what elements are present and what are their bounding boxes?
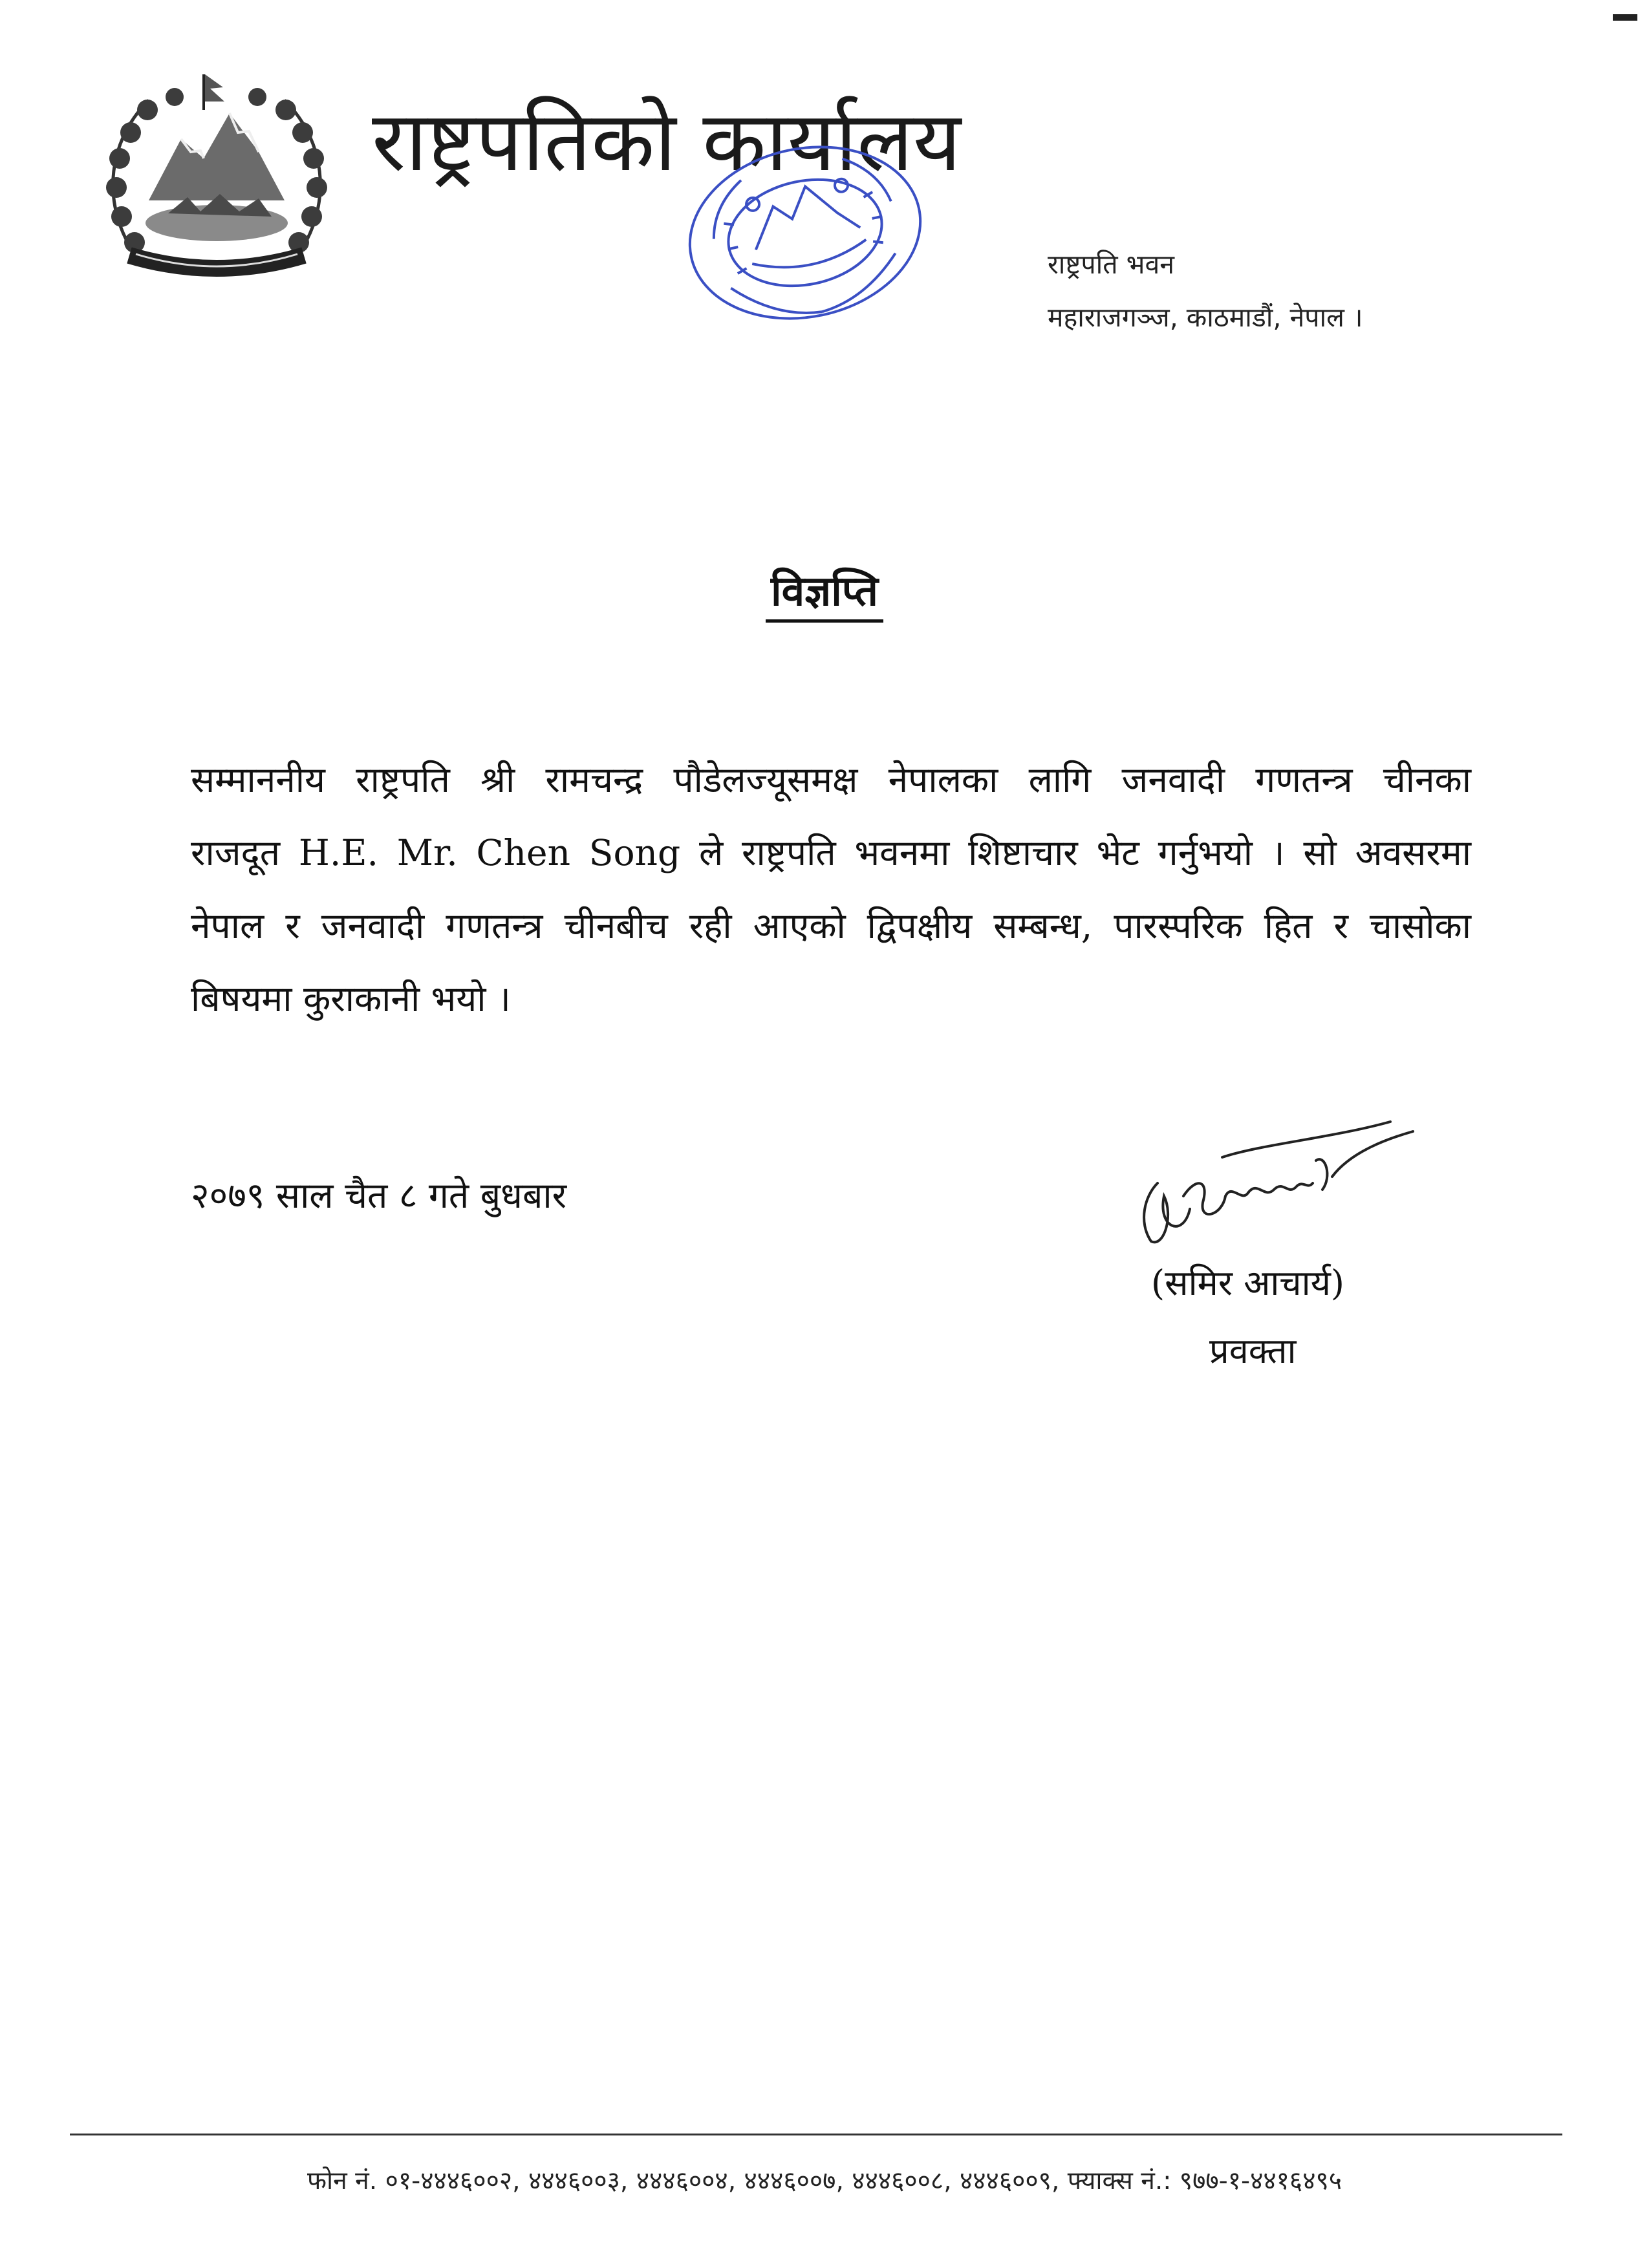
signatory-title: प्रवक्ता — [1209, 1331, 1297, 1371]
scan-corner-mark — [1613, 14, 1637, 21]
notice-body-line: नेपाल र जनवादी गणतन्त्र चीनबीच रही आएको द्विपक्षीय सम्बन्ध, पारस्परिक हित र चासोका — [191, 905, 1471, 947]
footer-contact-info: फोन नं. ०१-४४४६००२, ४४४६००३, ४४४६००४, ४४४६००७, ४४४६००८, ४४४६००९, फ्याक्स नं.: ९७७-१-४४१६४९५ — [307, 2166, 1342, 2196]
notice-heading — [0, 561, 1649, 617]
office-title: राष्ट्रपतिको कार्यालय — [372, 94, 962, 190]
notice-heading-text: विज्ञप्ति — [766, 568, 883, 623]
notice-body-line: राजदूत H.E. Mr. Chen Song ले राष्ट्रपति भवनमा शिष्टाचार भेट गर्नुभयो । सो अवसरमा — [191, 832, 1471, 873]
signatory-name: (समिर आचार्य) — [1151, 1263, 1344, 1303]
notice-date: २०७९ साल चैत ८ गते बुधबार — [191, 1175, 567, 1216]
notice-body-line: सम्माननीय राष्ट्रपति श्री रामचन्द्र पौडेलज्यूसमक्ष नेपालका लागि जनवादी गणतन्त्र चीनका — [191, 759, 1471, 800]
footer-divider — [70, 2134, 1562, 2135]
notice-body — [191, 744, 1471, 1036]
handwritten-signature — [1119, 1118, 1423, 1267]
official-seal-stamp — [676, 129, 934, 343]
office-address — [1048, 238, 1363, 344]
address-line-city: महाराजगञ्ज, काठमाडौं, नेपाल । — [1048, 302, 1363, 333]
address-line-building: राष्ट्रपति भवन — [1048, 249, 1175, 280]
notice-body-line: बिषयमा कुराकानी भयो । — [191, 978, 511, 1020]
nepal-emblem-logo — [91, 61, 343, 294]
